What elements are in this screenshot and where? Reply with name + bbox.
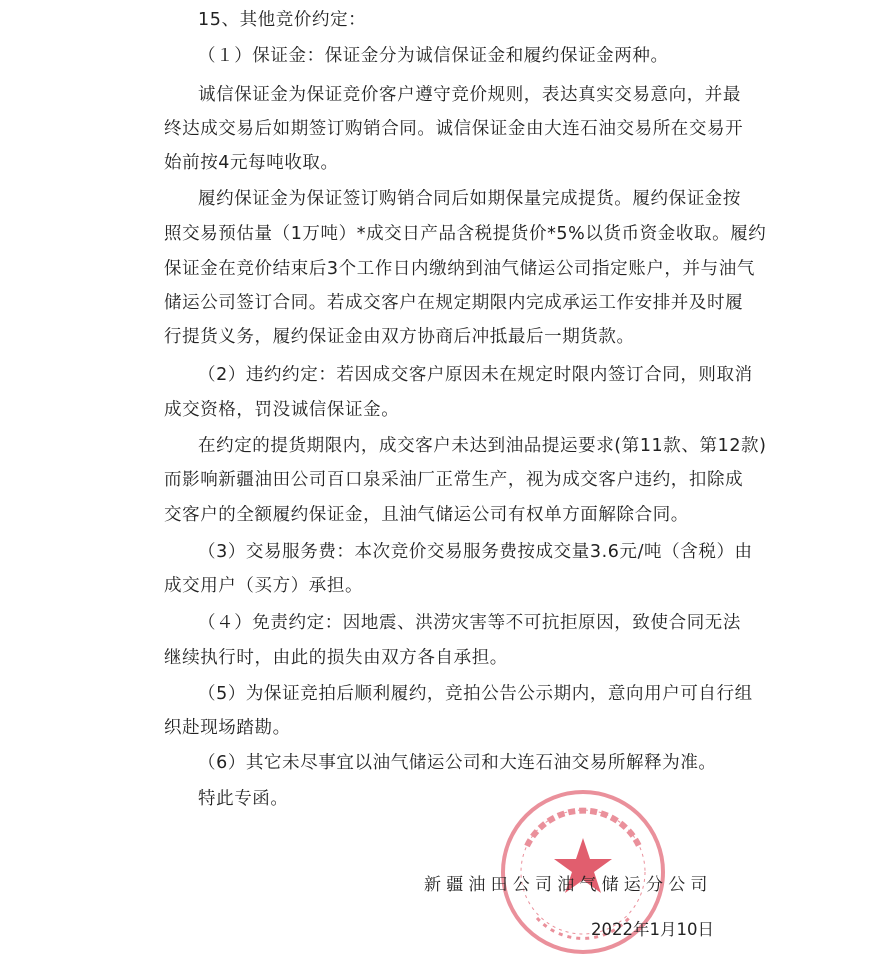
performance-deposit-line: 照交易预估量（1万吨）*成交日产品含税提货价*5%以货币资金收取。履约 — [164, 224, 767, 244]
breach-detail-line: 而影响新疆油田公司百口泉采油厂正常生产，视为成交客户违约，扣除成 — [164, 470, 744, 490]
integrity-deposit-line: 终达成交易后如期签订购销合同。诚信保证金由大连石油交易所在交易开 — [164, 119, 744, 139]
service-fee-line: （3）交易服务费：本次竞价交易服务费按成交量3.6元/吨（含税）由 — [198, 542, 753, 562]
breach-detail-line: 交客户的全额履约保证金，且油气储运公司有权单方面解除合同。 — [164, 505, 689, 525]
section-heading: 15、其他竞价约定： — [198, 10, 367, 30]
signature-organization: 新疆油田公司油气储运分公司 — [424, 875, 713, 895]
exemption-line: 继续执行时，由此的损失由双方各自承担。 — [164, 648, 508, 668]
deposit-intro-line: （１）保证金：保证金分为诚信保证金和履约保证金两种。 — [198, 46, 669, 66]
breach-line: 成交资格，罚没诚信保证金。 — [164, 400, 400, 420]
integrity-deposit-line: 诚信保证金为保证竞价客户遵守竞价规则，表达真实交易意向，并最 — [198, 85, 741, 105]
signature-date: 2022年1月10日 — [591, 920, 714, 939]
service-fee-line: 成交用户（买方）承担。 — [164, 576, 364, 596]
performance-deposit-line: 储运公司签订合同。若成交客户在规定期限内完成承运工作安排并及时履 — [164, 293, 744, 313]
performance-deposit-line: 保证金在竞价结束后3个工作日内缴纳到油气储运公司指定账户，并与油气 — [164, 259, 755, 279]
integrity-deposit-line: 始前按4元每吨收取。 — [164, 153, 339, 173]
performance-deposit-line: 行提货义务，履约保证金由双方协商后冲抵最后一期货款。 — [164, 327, 635, 347]
breach-detail-line: 在约定的提货期限内，成交客户未达到油品提运要求(第11款、第12款) — [198, 436, 767, 456]
closing-line: 特此专函。 — [198, 789, 289, 809]
site-survey-line: （5）为保证竞拍后顺利履约，竞拍公告公示期内，意向用户可自行组 — [198, 684, 753, 704]
breach-line: （2）违约约定：若因成交客户原因未在规定时限内签订合同，则取消 — [198, 365, 753, 385]
site-survey-line: 织赴现场踏勘。 — [164, 718, 291, 738]
exemption-line: （４）免责约定：因地震、洪涝灾害等不可抗拒原因，致使合同无法 — [198, 613, 741, 633]
other-matters-line: （6）其它未尽事宜以油气储运公司和大连石油交易所解释为准。 — [198, 753, 717, 773]
performance-deposit-line: 履约保证金为保证签订购销合同后如期保量完成提货。履约保证金按 — [198, 189, 741, 209]
